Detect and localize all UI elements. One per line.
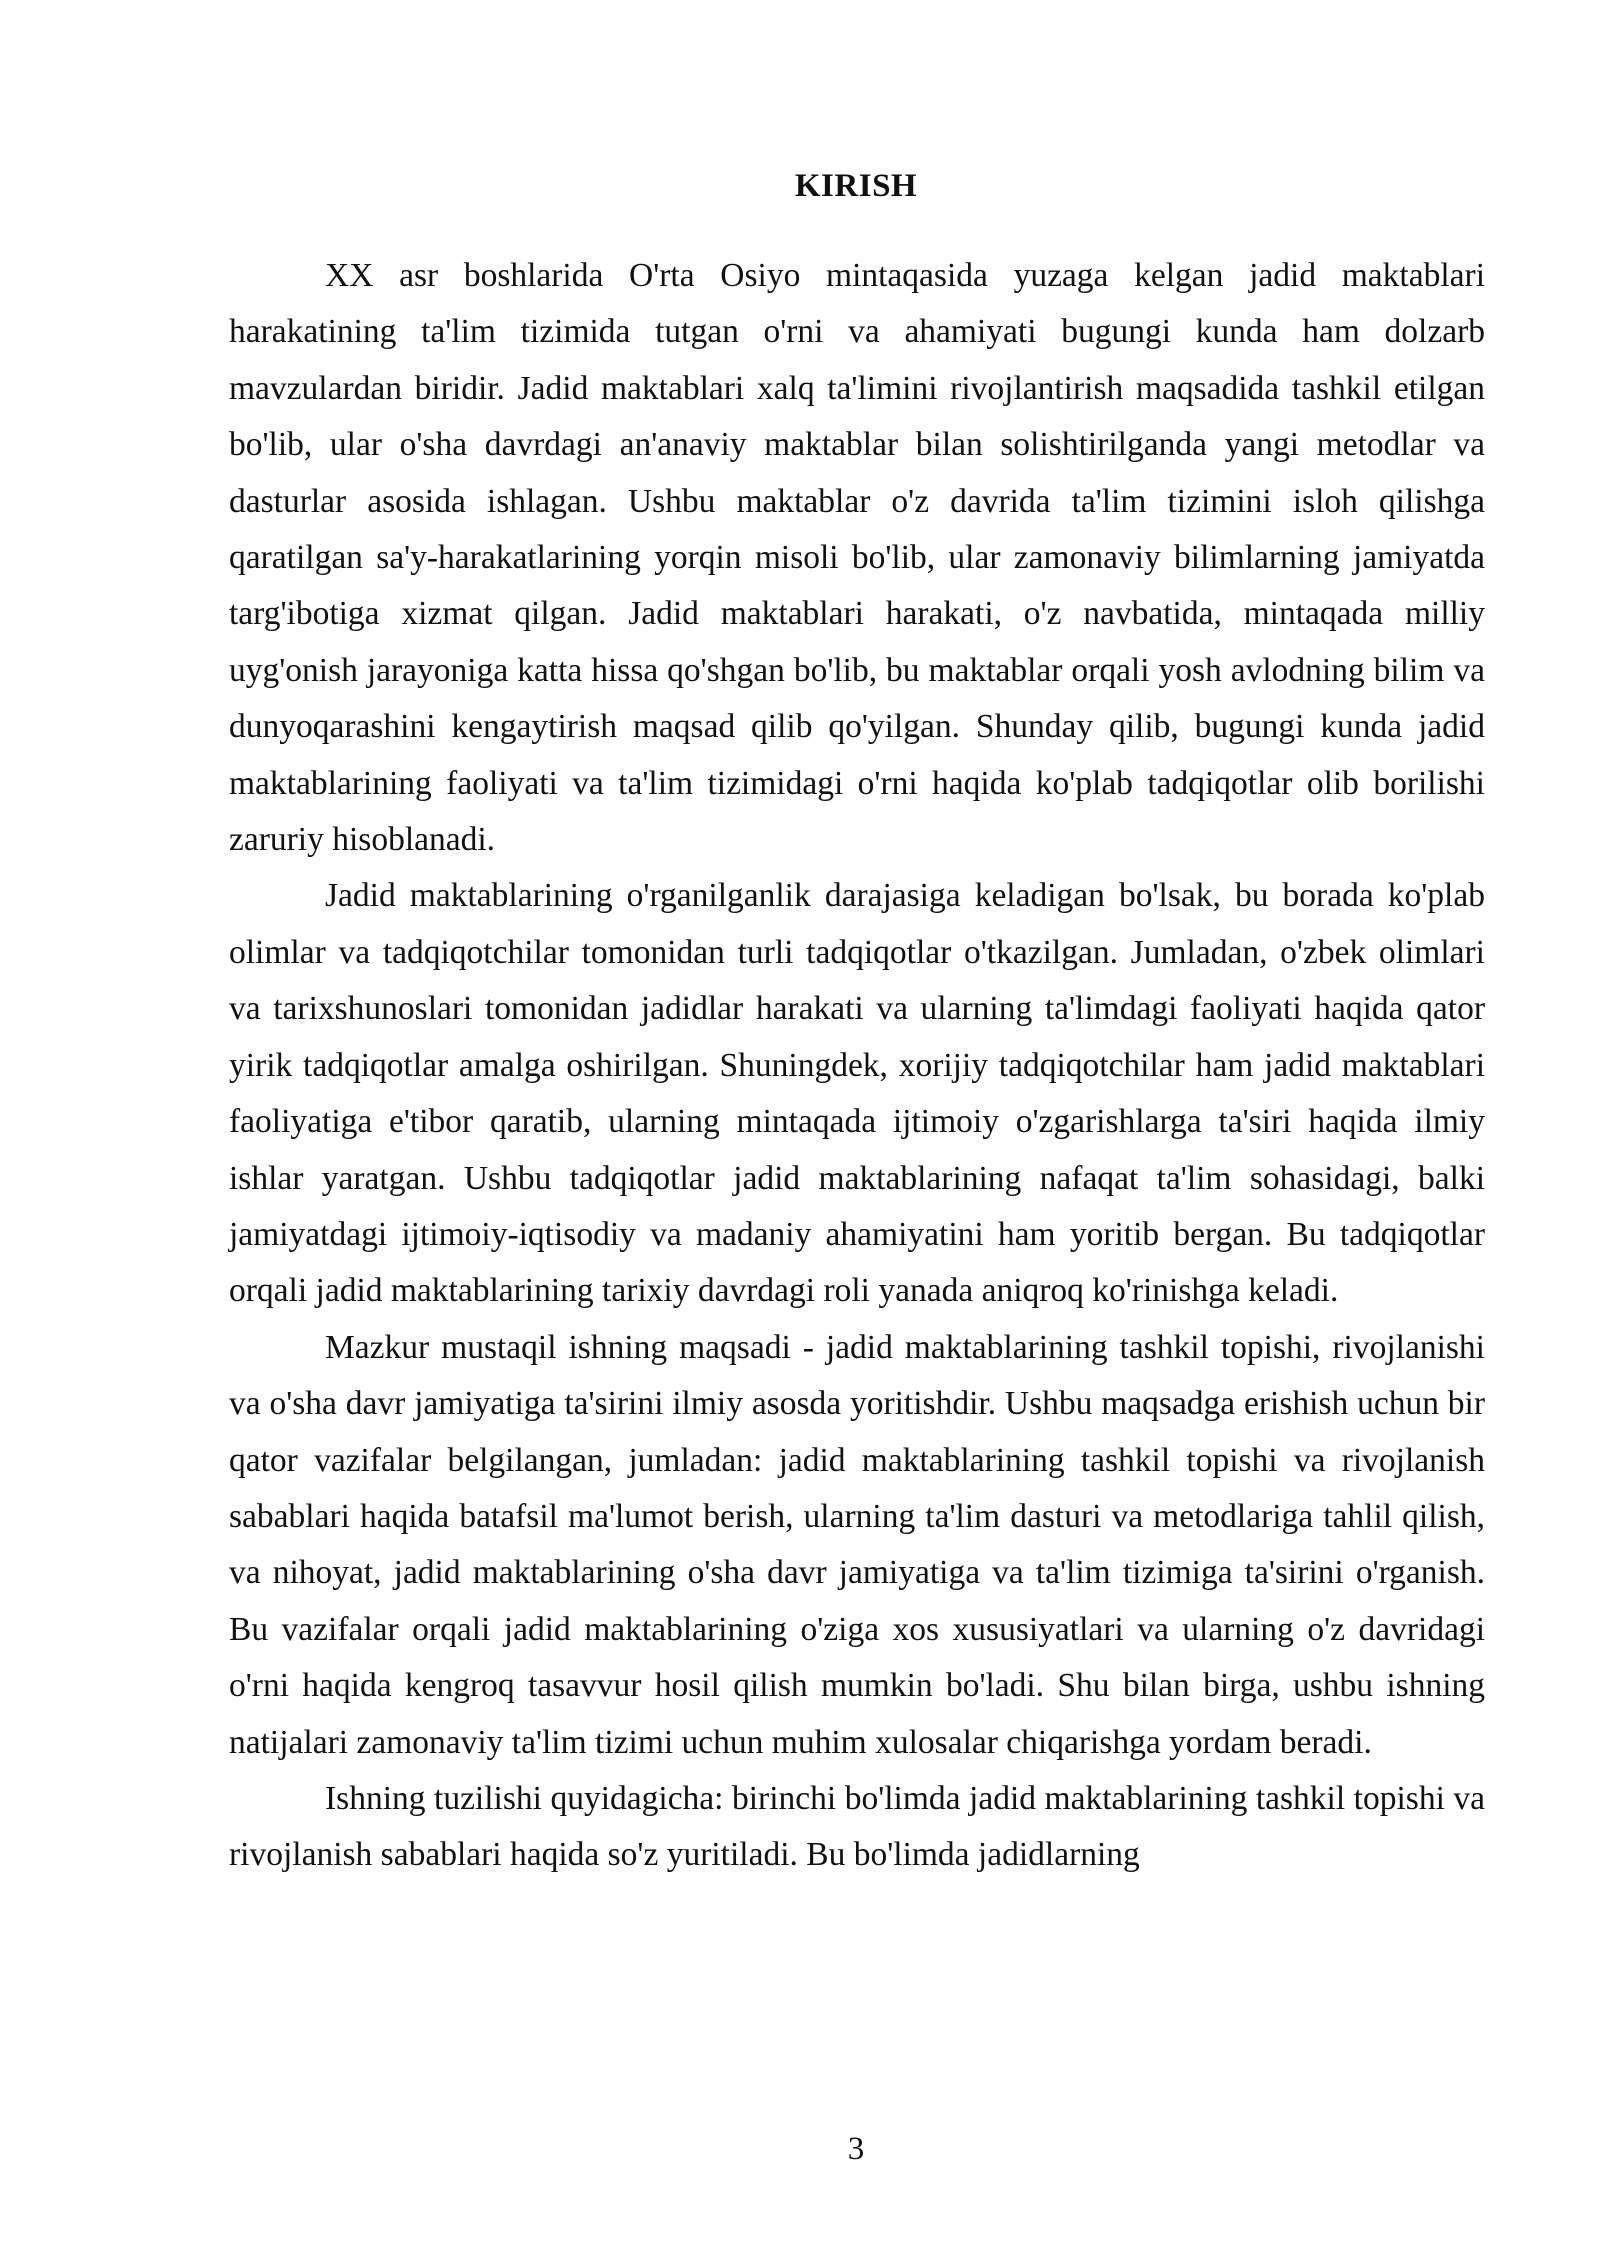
paragraph-research-level: Jadid maktablarining o'rganilganlik darajasiga keladigan bo'lsak, bu borada ko'plab olimlar va tadqiqotchilar tomonidan turli tadqiqotlar o'tkazilgan. Jumladan, o'zbek olimlari va tarixshunoslari tomonidan jadidlar harakati va ularning ta'limdagi faoliyati haqida qator yirik tadqiqotlar amalga oshirilgan. Shuningdek, xorijiy tadqiqotchilar ham jadid maktablari faoliyatiga e'tibor qaratib, ularning mintaqada ijtimoiy o'zgarishlarga ta'siri haqida ilmiy ishlar yaratgan. Ushbu tadqiqotlar jadid maktablarining nafaqat ta'lim sohasidagi, balki jamiyatdagi ijtimoiy-iqtisodiy va madaniy ahamiyatini ham yoritib bergan. Bu tadqiqotlar orqali jadid maktablarining tarixiy davrdagi roli yanada aniqroq ko'rinishga keladi. (229, 877, 1485, 1310)
paragraph-structure: Ishning tuzilishi quyidagicha: birinchi bo'limda jadid maktablarining tashkil topishi va rivojlanish sabablari haqida so'z yuritiladi. Bu bo'limda jadidlarning (229, 1779, 1485, 1874)
paragraph-intro: XX asr boshlarida O'rta Osiyo mintaqasida yuzaga kelgan jadid maktablari harakatining ta'lim tizimida tutgan o'rni va ahamiyati bugungi kunda ham dolzarb mavzulardan biridir. Jadid maktablari xalq ta'limini rivojlantirish maqsadida tashkil etilgan bo'lib, ular o'sha davrdagi an'anaviy maktablar bilan solishtirilganda yangi metodlar va dasturlar asosida ishlagan. Ushbu maktablar o'z davrida ta'lim tizimini isloh qilishga qaratilgan sa'y-harakatlarining yorqin misoli bo'lib, ular zamonaviy bilimlarning jamiyatda targ'ibotiga xizmat qilgan. Jadid maktablari harakati, o'z navbatida, mintaqada milliy uyg'onish jarayoniga katta hissa qo'shgan bo'lib, bu maktablar orqali yosh avlodning bilim va dunyoqarashini kengaytirish maqsad qilib qo'yilgan. Shunday qilib, bugungi kunda jadid maktablarining faoliyati va ta'lim tizimidagi o'rni haqida ko'plab tadqiqotlar olib borilishi zaruriy hisoblanadi. (229, 257, 1485, 859)
body-text (229, 248, 1485, 1884)
paragraph-goal: Mazkur mustaqil ishning maqsadi - jadid maktablarining tashkil topishi, rivojlanishi va o'sha davr jamiyatiga ta'sirini ilmiy asosda yoritishdir. Ushbu maqsadga erishish uchun bir qator vazifalar belgilangan, jumladan: jadid maktablarining tashkil topishi va rivojlanish sabablari haqida batafsil ma'lumot berish, ularning ta'lim dasturi va metodlariga tahlil qilish, va nihoyat, jadid maktablarining o'sha davr jamiyatiga va ta'lim tizimiga ta'sirini o'rganish. Bu vazifalar orqali jadid maktablarining o'ziga xos xususiyatlari va ularning o'z davridagi o'rni haqida kengroq tasavvur hosil qilish mumkin bo'ladi. Shu bilan birga, ushbu ishning natijalari zamonaviy ta'lim tizimi uchun muhim xulosalar chiqarishga yordam beradi. (229, 1328, 1485, 1761)
section-heading: KIRISH (794, 168, 918, 204)
page-number: 3 (847, 2131, 865, 2167)
